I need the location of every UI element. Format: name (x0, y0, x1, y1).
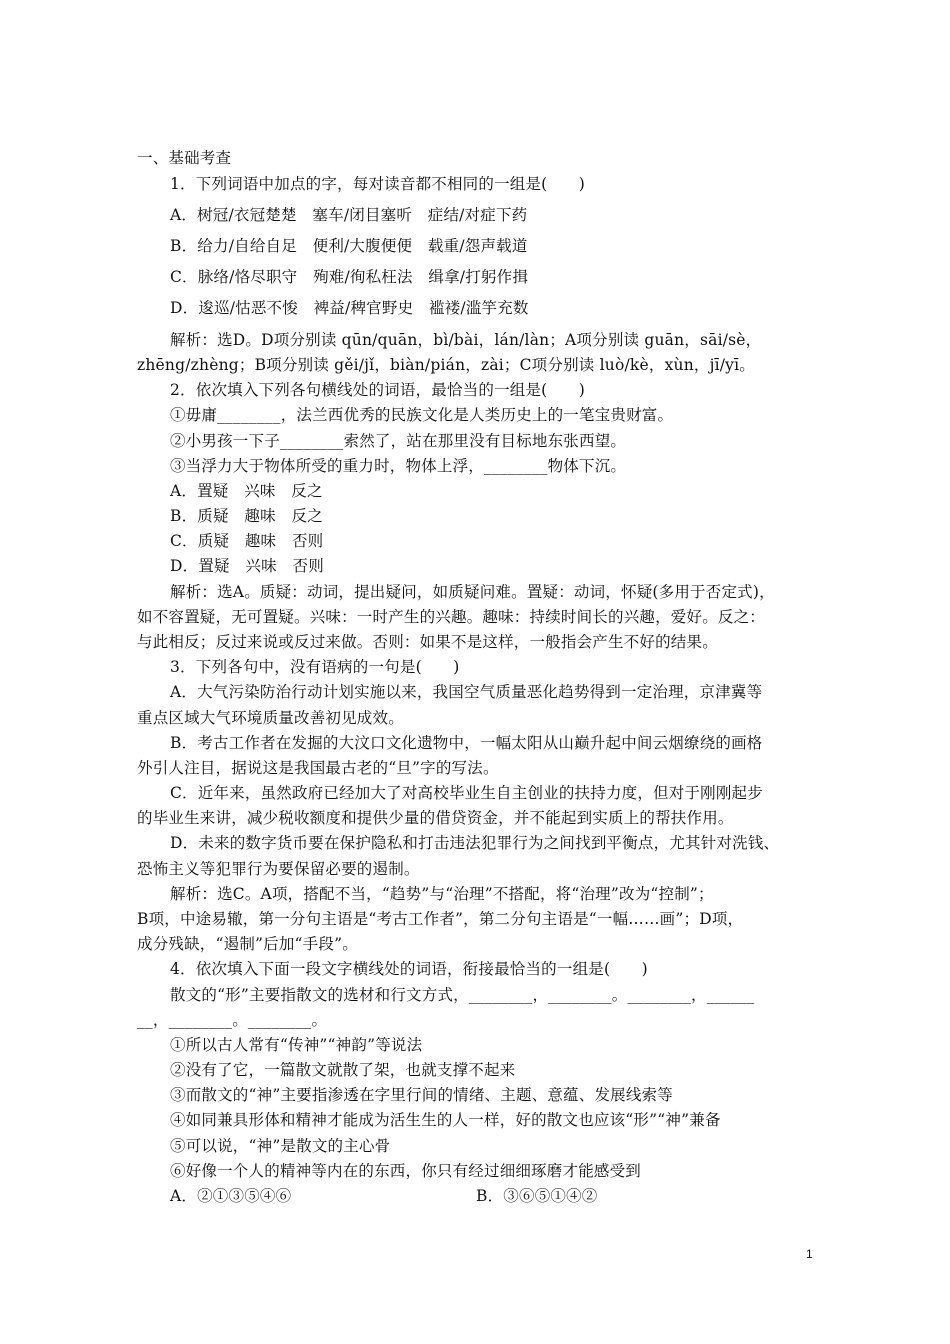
q4-item-3: ③而散文的“神”主要指渗透在字里行间的情绪、主题、意蕴、发展线索等 (170, 1086, 673, 1104)
q3-option-c-cont: 的毕业生来讲，减少税收额度和提供少量的借贷资金，并不能起到实质上的帮扶作用。 (137, 809, 734, 827)
q4-item-6: ⑥好像一个人的精神等内在的东西，你只有经过细细琢磨才能感受到 (170, 1162, 642, 1180)
q1-option-c: C．脉络/恪尽职守 殉难/徇私枉法 缉拿/打躬作揖 (170, 268, 529, 286)
q2-sentence-3: ③当浮力大于物体所受的重力时，物体上浮，________物体下沉。 (170, 457, 627, 475)
q2-option-a: A．置疑 兴味 反之 (170, 482, 323, 500)
q2-option-b: B．质疑 趣味 反之 (170, 507, 323, 525)
q3-option-b: B．考古工作者在发掘的大汶口文化遗物中，一幅太阳从山巅升起中间云烟缭绕的画格 (170, 734, 763, 752)
q2-analysis-line: 与此相反；反过来说或反过来做。否则：如果不是这样，一般指会产生不好的结果。 (137, 633, 718, 651)
q2-option-c: C．质疑 趣味 否则 (170, 532, 324, 550)
q3-option-a-cont: 重点区域大气环境质量改善初见成效。 (137, 709, 404, 727)
q1-stem: 1．下列词语中加点的字，每对读音都不相同的一组是( ) (170, 175, 586, 193)
q3-option-d-cont: 恐怖主义等犯罪行为要保留必要的遏制。 (137, 860, 420, 878)
q3-option-d: D．未来的数字货币要在保护隐私和打击违法犯罪行为之间找到平衡点，尤其针对洗钱、 (170, 834, 780, 852)
q1-analysis-line: 解析：选D。D项分别读 qūn/quān，bì/bài，lán/làn；A项分别读 guān，sāi/sè， (170, 331, 762, 349)
q1-option-d: D．逡巡/怙恶不悛 裨益/稗官野史 褴褛/滥竽充数 (170, 299, 529, 317)
q3-analysis-line: B项，中途易辙，第一分句主语是“考古工作者”，第二分句主语是“一幅……画”；D项， (137, 910, 744, 928)
q1-analysis-line: zhēng/zhèng；B项分别读 gěi/jǐ，biàn/pián，zài；C项分别读 luò/kè，xùn，jī/yī。 (137, 356, 755, 374)
q1-option-a: A．树冠/衣冠楚楚 塞车/闭目塞听 症结/对症下药 (170, 206, 528, 224)
q3-option-c: C．近年来，虽然政府已经加大了对高校毕业生自主创业的扶持力度，但对于刚刚起步 (170, 784, 763, 802)
q2-option-d: D．置疑 兴味 否则 (170, 557, 324, 575)
q4-item-4: ④如同兼具形体和精神才能成为活生生的人一样，好的散文也应该“形”“神”兼备 (170, 1111, 721, 1129)
q1-option-b: B．给力/自给自足 便利/大腹便便 载重/怨声载道 (170, 237, 528, 255)
q4-passage-line: __，________。________。 (137, 1011, 328, 1029)
section-title: 一、基础考查 (137, 149, 232, 167)
q3-option-b-cont: 外引人注目，据说这是我国最古老的“旦”字的写法。 (137, 759, 499, 777)
q3-stem: 3．下列各句中，没有语病的一句是( ) (170, 658, 460, 676)
q4-option-a: A．②①③⑤④⑥ (170, 1187, 292, 1205)
q4-item-2: ②没有了它，一篇散文就散了架，也就支撑不起来 (170, 1061, 516, 1079)
q4-item-5: ⑤可以说，“神”是散文的主心骨 (170, 1137, 391, 1155)
q2-analysis-line: 解析：选A。质疑：动词，提出疑问，如质疑问难。置疑：动词，怀疑(多用于否定式)， (170, 583, 775, 601)
q2-analysis-line: 如不容置疑，无可置疑。兴味：一时产生的兴趣。趣味：持续时间长的兴趣，爱好。反之： (137, 608, 766, 626)
q2-sentence-1: ①毋庸________，法兰西优秀的民族文化是人类历史上的一笔宝贵财富。 (170, 406, 674, 424)
q3-analysis-line: 解析：选C。A项，搭配不当，“趋势”与“治理”不搭配，将“治理”改为“控制”； (170, 885, 714, 903)
q4-option-b: B．③⑥⑤①④② (476, 1187, 598, 1205)
q2-stem: 2．依次填入下列各句横线处的词语，最恰当的一组是( ) (170, 381, 586, 399)
q3-analysis-line: 成分残缺，“遏制”后加“手段”。 (137, 935, 358, 953)
q4-item-1: ①所以古人常有“传神”“神韵”等说法 (170, 1036, 423, 1054)
q3-option-a: A．大气污染防治行动计划实施以来，我国空气质量恶化趋势得到一定治理，京津冀等 (170, 683, 763, 701)
page-number: 1 (806, 1247, 813, 1261)
q4-stem: 4．依次填入下面一段文字横线处的词语，衔接最恰当的一组是( ) (170, 960, 648, 978)
q4-passage-line: 散文的“形”主要指散文的选材和行文方式，________，________。________，______ (170, 986, 755, 1004)
q2-sentence-2: ②小男孩一下子________索然了，站在那里没有目标地东张西望。 (170, 432, 627, 450)
